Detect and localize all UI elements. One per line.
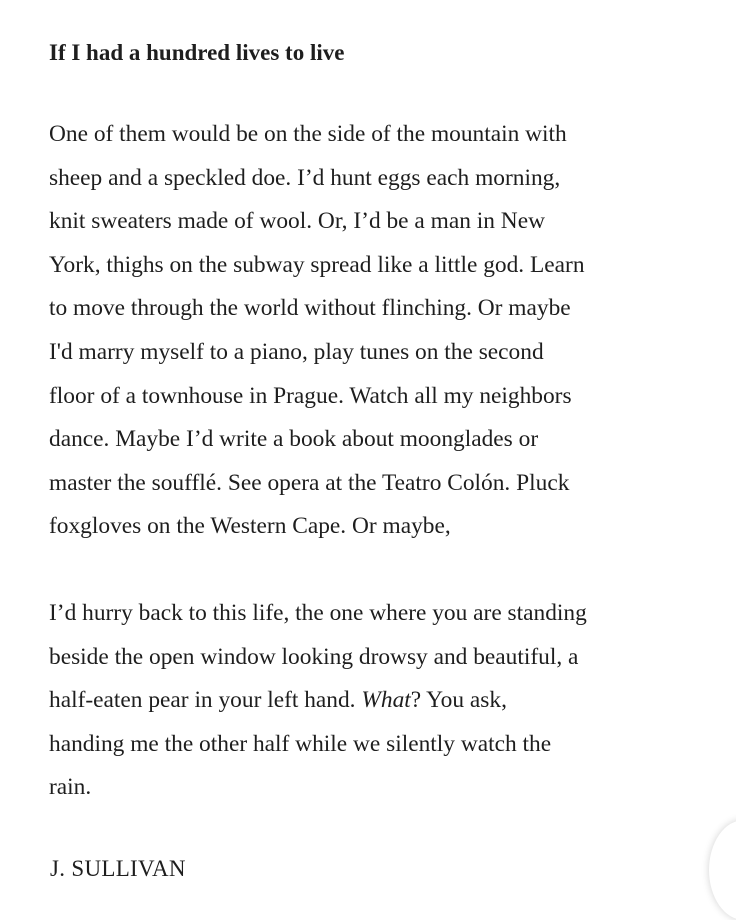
poem-line: I’d hurry back to this life, the one where you are standing	[49, 600, 587, 626]
poem-line: One of them would be on the side of the mountain with	[49, 121, 567, 147]
poem-line: dance. Maybe I’d write a book about moonglades or	[49, 426, 539, 453]
line-segment: ? You ask,	[410, 687, 507, 714]
poem-line: York, thighs on the subway spread like a little god. Learn	[49, 251, 585, 278]
poem-line: rain.	[49, 774, 92, 801]
poem-line: beside the open window looking drowsy and beautiful, a	[49, 643, 579, 670]
italic-word: What	[361, 687, 411, 714]
poem-line: master the soufflé. See opera at the Teatro Colón. Pluck	[49, 469, 570, 496]
poem-line: I'd marry myself to a piano, play tunes on the second	[49, 338, 544, 365]
poem-line: floor of a townhouse in Prague. Watch all my neighbors	[49, 382, 572, 409]
stanza-2	[49, 592, 699, 810]
poem-line: foxgloves on the Western Cape. Or maybe,	[49, 513, 451, 540]
scroll-indicator[interactable]	[709, 820, 736, 920]
poem-line: knit sweaters made of wool. Or, I’d be a man in New	[49, 208, 545, 235]
poem-line: sheep and a speckled doe. I’d hunt eggs each morning,	[49, 164, 561, 191]
poem-title: If I had a hundred lives to live	[49, 40, 345, 65]
poem-line: to move through the world without flinching. Or maybe	[49, 295, 571, 322]
poem-line-with-italic	[49, 679, 699, 723]
author-name: J. SULLIVAN	[50, 856, 186, 881]
poem-line: handing me the other half while we silently watch the	[49, 730, 552, 757]
stanza-1	[49, 113, 699, 549]
line-segment: half-eaten pear in your left hand.	[49, 687, 362, 714]
